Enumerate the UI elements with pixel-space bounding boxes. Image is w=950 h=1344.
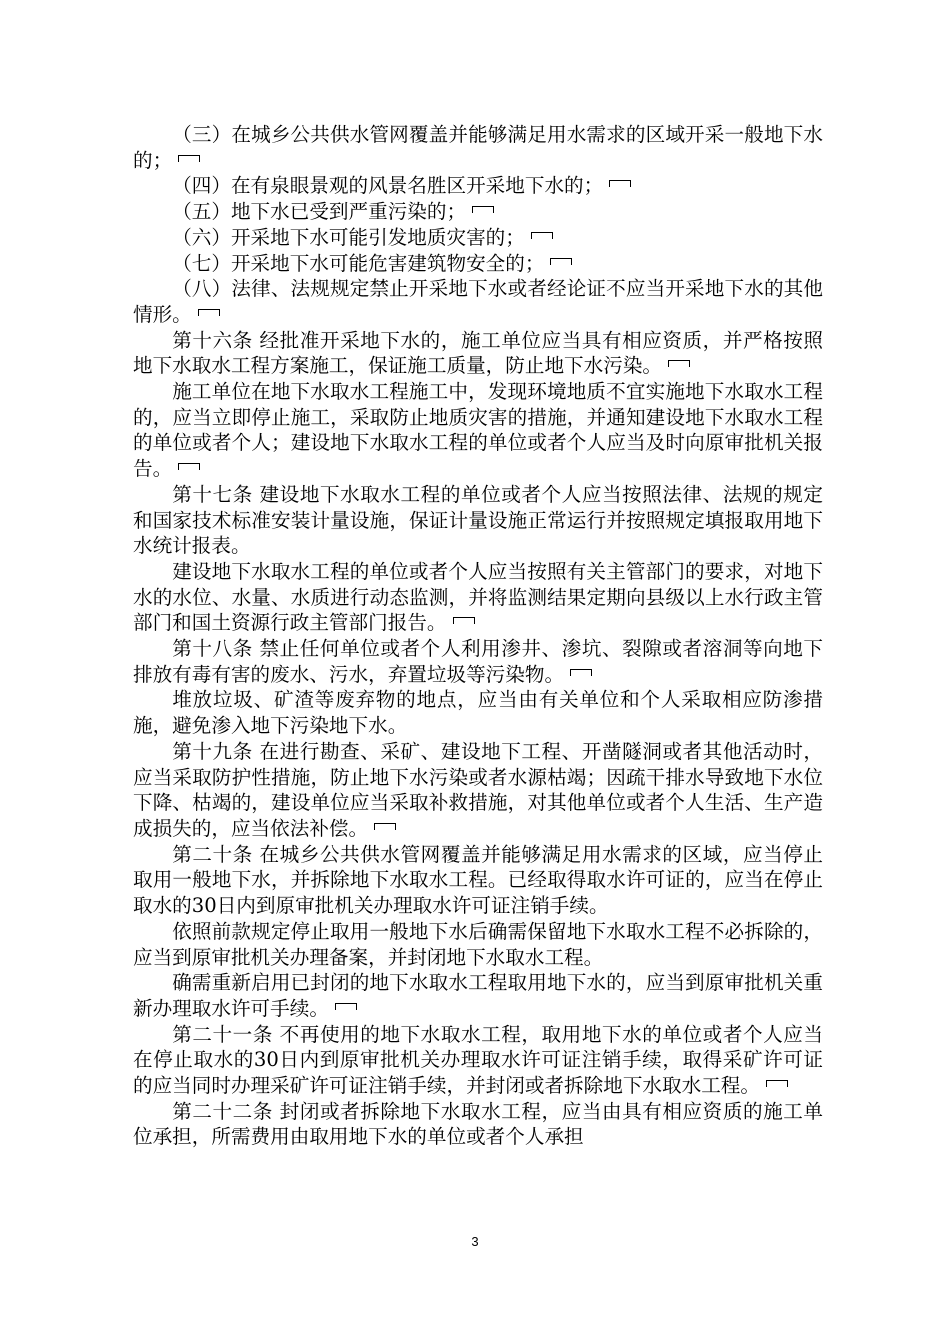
article-22: 第二十二条 封闭或者拆除地下水取水工程，应当由具有相应资质的施工单位承担，所需费用由取用地下水的单位或者个人承担 xyxy=(133,1099,823,1149)
paragraph-item-4: （四）在有泉眼景观的风景名胜区开采地下水的； xyxy=(133,173,823,199)
paragraph-item-6: （六）开采地下水可能引发地质灾害的； xyxy=(133,225,823,251)
paragraph-mark-icon xyxy=(570,669,592,676)
article-17: 第十七条 建设地下水取水工程的单位或者个人应当按照法律、法规的规定和国家技术标准安装计量设施，保证计量设施正常运行并按照规定填报取用地下水统计报表。 xyxy=(133,482,823,558)
paragraph-mark-icon xyxy=(335,1003,357,1010)
paragraph-item-7: （七）开采地下水可能危害建筑物安全的； xyxy=(133,251,823,277)
paragraph-item-8: （八）法律、法规规定禁止开采地下水或者经论证不应当开采地下水的其他情形。 xyxy=(133,277,823,326)
page-number: 3 xyxy=(471,1234,479,1249)
paragraph-mark-icon xyxy=(453,617,475,624)
article-20-clause-2: 依照前款规定停止取用一般地下水后确需保留地下水取水工程不必拆除的，应当到原审批机关办理备案，并封闭地下水取水工程。 xyxy=(133,919,823,969)
paragraph-mark-icon xyxy=(550,258,572,265)
paragraph-mark-icon xyxy=(374,823,396,830)
paragraph-mark-icon xyxy=(609,180,631,187)
article-20: 第二十条 在城乡公共供水管网覆盖并能够满足用水需求的区域，应当停止取用一般地下水，并拆除地下水取水工程。已经取得取水许可证的，应当在停止取水的30日内到原审批机关办理取水许可证注销手续。 xyxy=(133,842,823,918)
article-16: 第十六条 经批准开采地下水的，施工单位应当具有相应资质，并严格按照地下水取水工程方案施工，保证施工质量，防止地下水污染。 xyxy=(133,328,823,378)
paragraph-mark-icon xyxy=(178,463,200,470)
article-16-clause-2: 施工单位在地下水取水工程施工中，发现环境地质不宜实施地下水取水工程的，应当立即停止施工，采取防止地质灾害的措施，并通知建设地下水取水工程的单位或者个人；建设地下水取水工程的单位或者个人应当及时向原审批机关报告。 xyxy=(133,380,823,481)
article-18-clause-2: 堆放垃圾、矿渣等废弃物的地点，应当由有关单位和个人采取相应防渗措施，避免渗入地下污染地下水。 xyxy=(133,688,823,738)
article-20-clause-3: 确需重新启用已封闭的地下水取水工程取用地下水的，应当到原审批机关重新办理取水许可手续。 xyxy=(133,971,823,1020)
paragraph-mark-icon xyxy=(531,232,553,239)
article-18: 第十八条 禁止任何单位或者个人利用渗井、渗坑、裂隙或者溶洞等向地下排放有毒有害的废水、污水，弃置垃圾等污染物。 xyxy=(133,637,823,686)
paragraph-mark-icon xyxy=(198,309,220,316)
paragraph-mark-icon xyxy=(472,206,494,213)
paragraph-mark-icon xyxy=(766,1080,788,1087)
document-body xyxy=(133,122,823,1150)
paragraph-mark-icon xyxy=(178,155,200,162)
article-21: 第二十一条 不再使用的地下水取水工程，取用地下水的单位或者个人应当在停止取水的30日内到原审批机关办理取水许可证注销手续，取得采矿许可证的应当同时办理采矿许可证注销手续，并封闭或者拆除地下水取水工程。 xyxy=(133,1022,823,1098)
article-19: 第十九条 在进行勘查、采矿、建设地下工程、开凿隧洞或者其他活动时，应当采取防护性措施，防止地下水污染或者水源枯竭；因疏干排水导致地下水位下降、枯竭的，建设单位应当采取补救措施，对其他单位或者个人生活、生产造成损失的，应当依法补偿。 xyxy=(133,739,823,840)
article-17-clause-2: 建设地下水取水工程的单位或者个人应当按照有关主管部门的要求，对地下水的水位、水量、水质进行动态监测，并将监测结果定期向县级以上水行政主管部门和国土资源行政主管部门报告。 xyxy=(133,559,823,635)
paragraph-item-3: （三）在城乡公共供水管网覆盖并能够满足用水需求的区域开采一般地下水的； xyxy=(133,123,823,172)
paragraph-item-5: （五）地下水已受到严重污染的； xyxy=(133,199,823,225)
paragraph-mark-icon xyxy=(668,360,690,367)
